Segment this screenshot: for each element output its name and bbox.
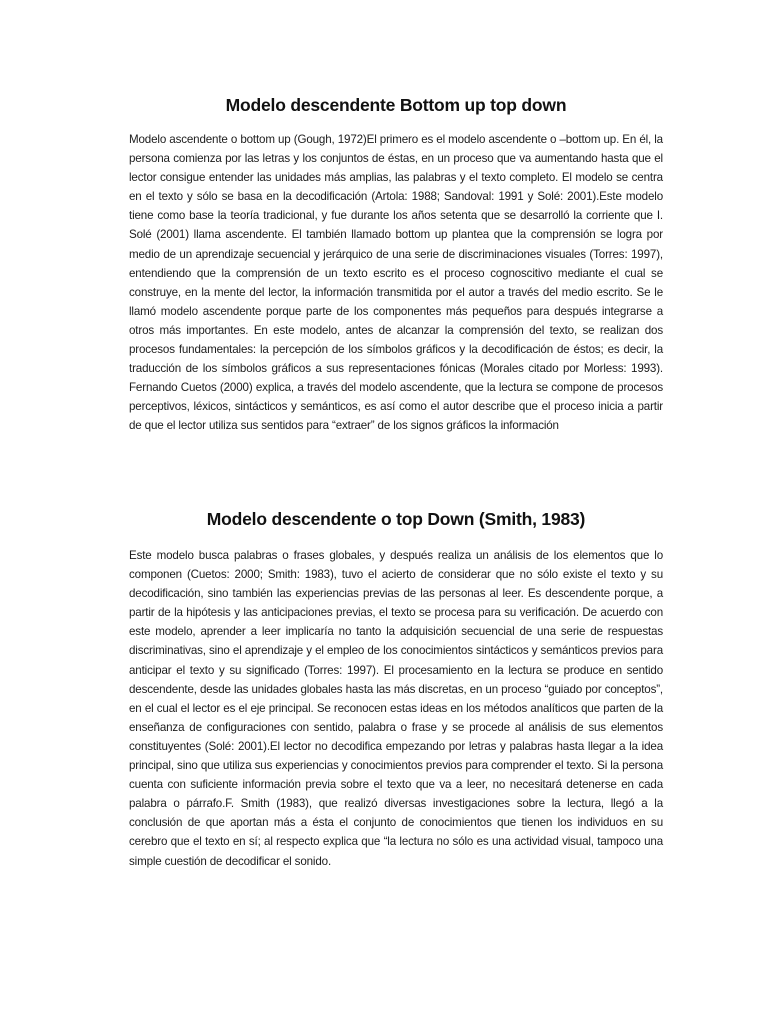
section-body-text: Este modelo busca palabras o frases globales, y después realiza un análisis de los elementos que lo componen (Cuetos: 2000; Smith: 1983), tuvo el acierto de considerar que no sólo existe el texto y su decodificación, sino también las experiencias previas de las personas al leer. Es descendente porque, a partir de la hipótesis y las anticipaciones previas, el texto se procesa para su verificación. De acuerdo con este modelo, aprender a leer implicaría no tanto la adquisición secuencial de una serie de respuestas discriminativas, sino el aprendizaje y el empleo de los conocimientos sintácticos y semánticos previos para anticipar el texto y su significado (Torres: 1997). El procesamiento en la lectura se produce en sentido descendente, desde las unidades globales hasta las más discretas, en un proceso “guiado por conceptos”, en el cual el lector es el eje principal. Se reconocen estas ideas en los métodos analíticos que parten de la enseñanza de configuraciones con sentido, palabra o frase y se procede al análisis de sus elementos constituyentes (Solé: 2001).El lector no decodifica empezando por letras y palabras hasta llegar a la idea principal, sino que utiliza sus experiencias y conocimientos previos para comprender el texto. Si la persona cuenta con suficiente información previa sobre el texto que va a leer, no necesitará detenerse en cada palabra o párrafo.F. Smith (1983), que realizó diversas investigaciones sobre la lectura, llegó a la conclusión de que aportan más a ésta el conjunto de conocimientos que tienen los individuos en su cerebro que el texto en sí; al respecto explica que “la lectura no sólo es una actividad visual, tampoco una simple cuestión de decodificar el sonido. (129, 549, 663, 868)
section-title: Modelo descendente Bottom up top down (225, 95, 567, 115)
section-top-down (129, 506, 663, 871)
section-title: Modelo descendente o top Down (Smith, 1983) (206, 509, 586, 529)
section-body-text: Modelo ascendente o bottom up (Gough, 1972)El primero es el modelo ascendente o –bottom up. En él, la persona comienza por las letras y los conjuntos de éstas, en un proceso que va aumentando hasta que el lector consigue entender las unidades más amplias, las palabras y el texto completo. El modelo se centra en el texto y sólo se basa en la decodificación (Artola: 1988; Sandoval: 1991 y Solé: 2001).Este modelo tiene como base la teoría tradicional, y fue durante los años setenta que se desarrolló la corriente que I. Solé (2001) llama ascendente. El también llamado bottom up plantea que la comprensión se logra por medio de un aprendizaje secuencial y jerárquico de una serie de discriminaciones visuales (Torres: 1997), entendiendo que la comprensión de un texto escrito es el proceso cognoscitivo mediante el cual se construye, en la mente del lector, la información transmitida por el autor a través del medio escrito. Se le llamó modelo ascendente porque parte de los componentes más pequeños para después integrarse a otros más importantes. En este modelo, antes de alcanzar la comprensión del texto, se realizan dos procesos fundamentales: la percepción de los símbolos gráficos y la decodificación de éstos; es decir, la traducción de los símbolos gráficos a sus representaciones fónicas (Morales citado por Morless: 1993). Fernando Cuetos (2000) explica, a través del modelo ascendente, que la lectura se compone de procesos perceptivos, léxicos, sintácticos y semánticos, es así como el autor describe que el proceso inicia a partir de que el lector utiliza sus sentidos para “extraer” de los signos gráficos la información (129, 133, 663, 433)
section-bottom-up (129, 92, 663, 436)
